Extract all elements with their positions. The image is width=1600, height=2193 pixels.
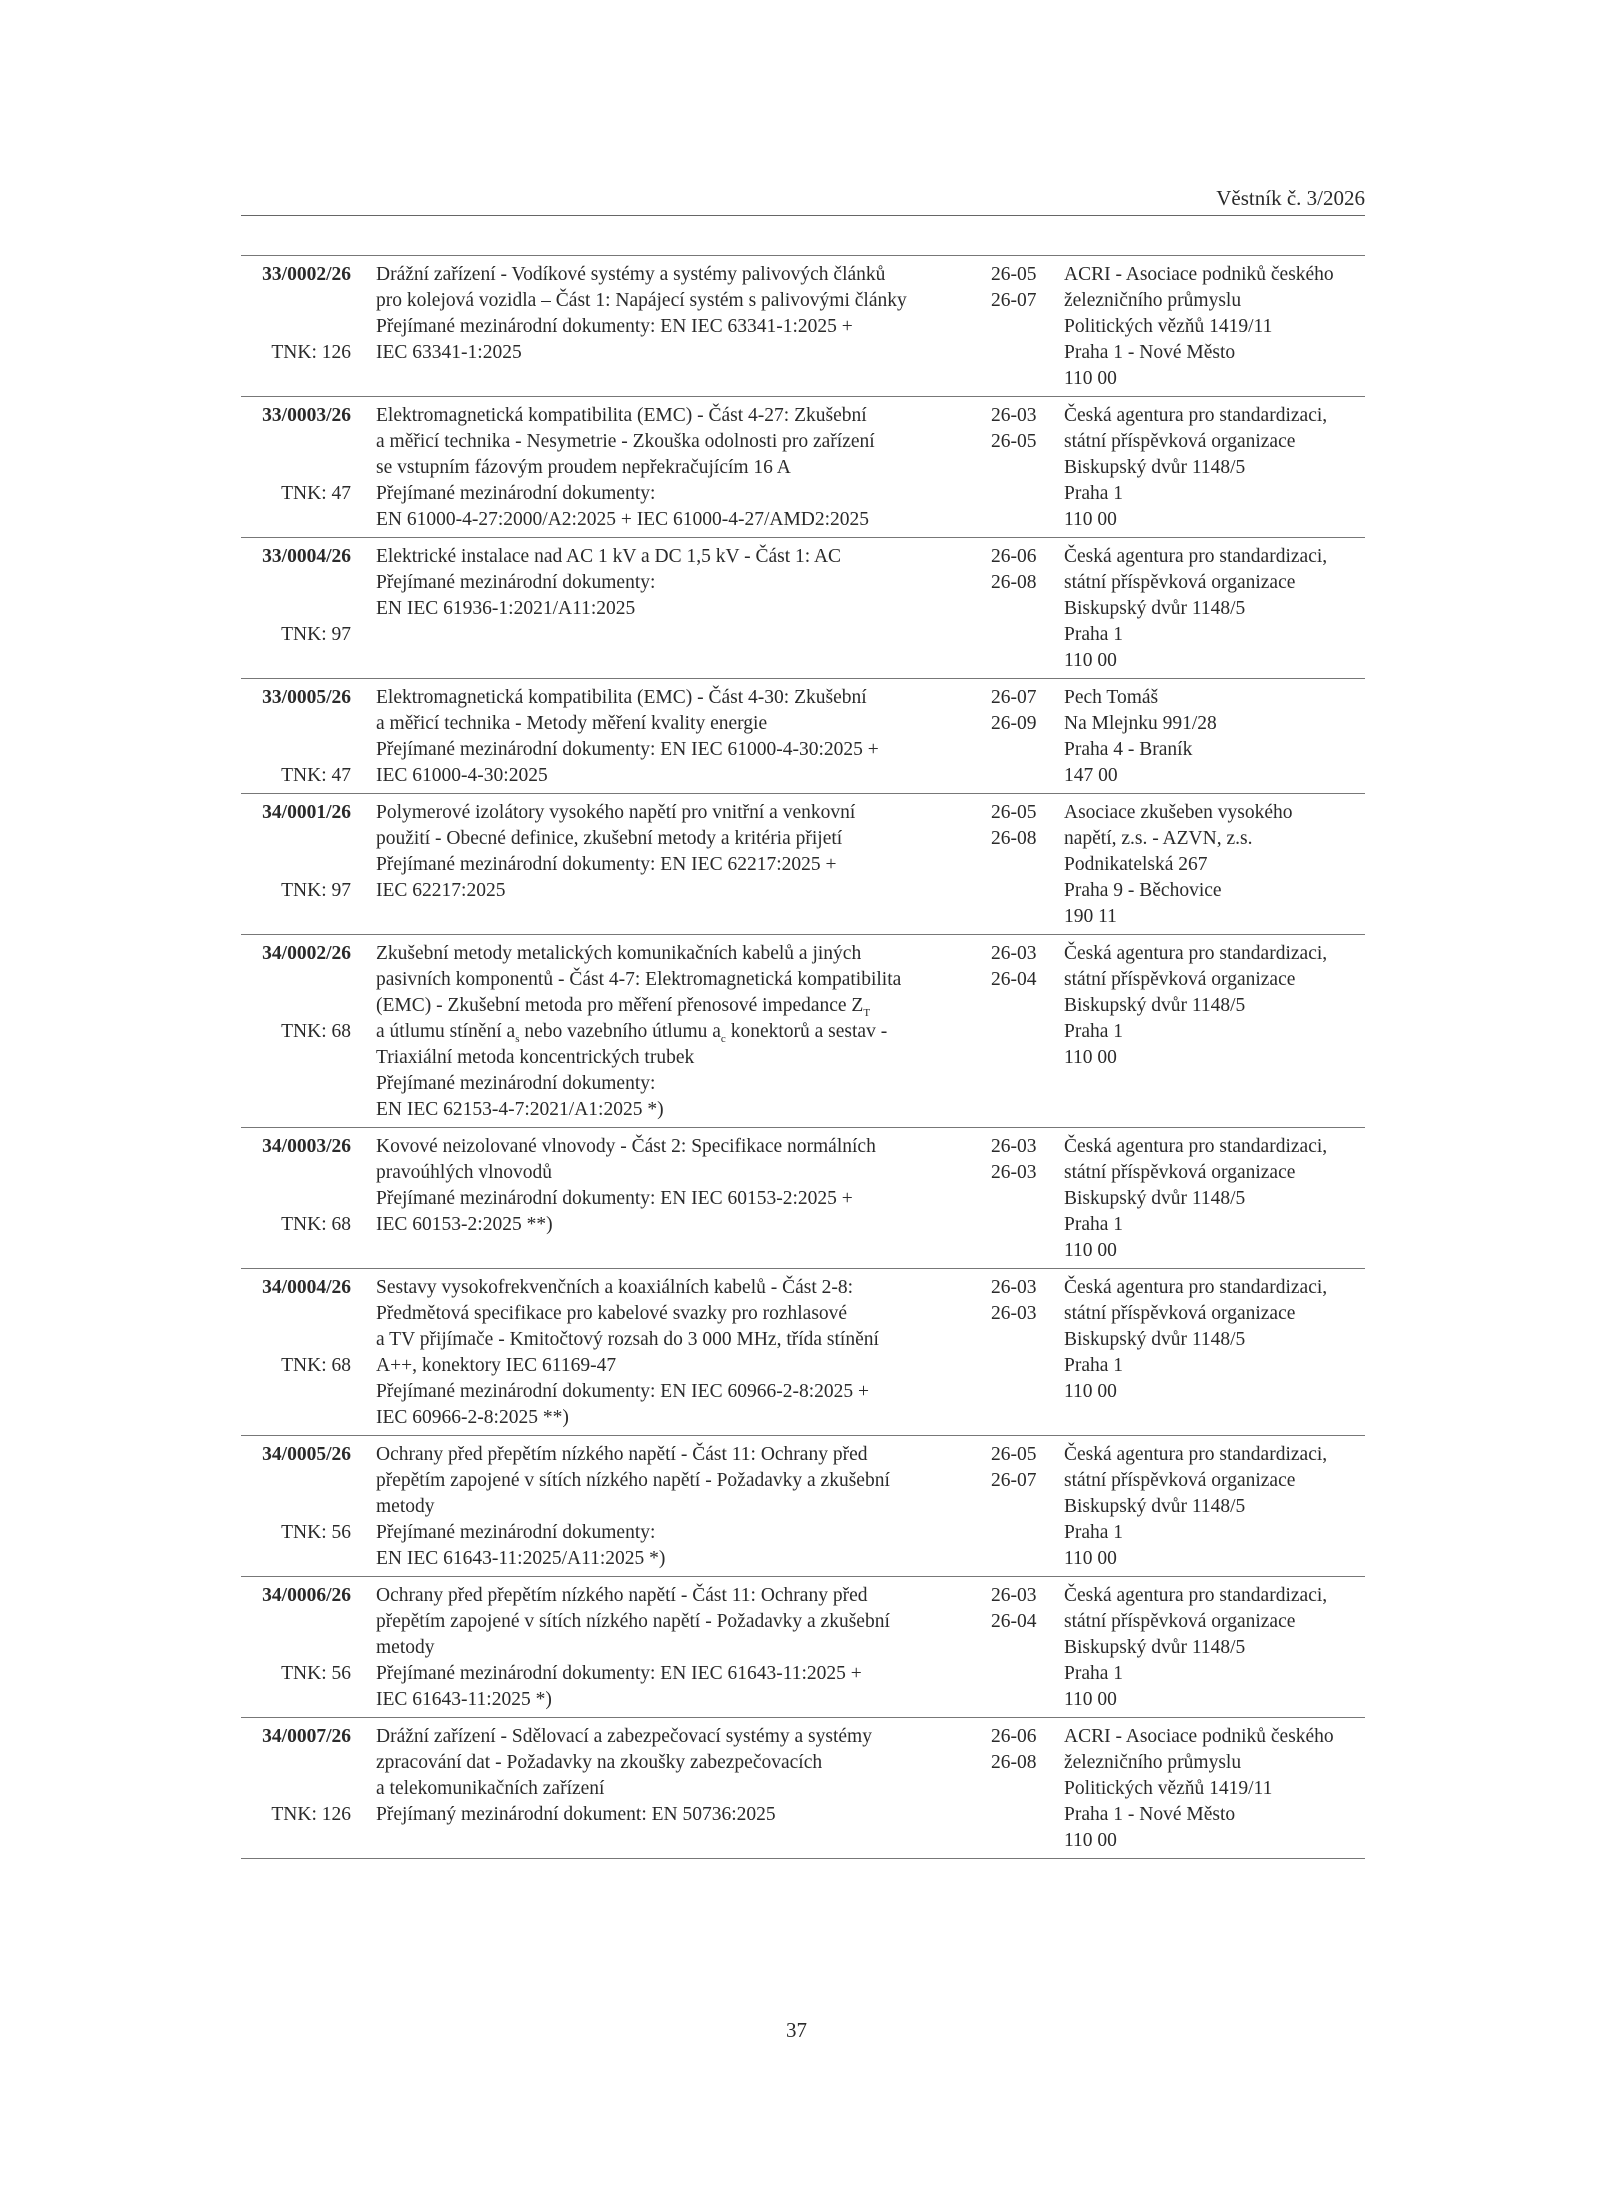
spacer bbox=[241, 711, 351, 737]
standard-code: 33/0005/26 bbox=[262, 687, 351, 708]
spacer bbox=[241, 570, 351, 596]
title-cell bbox=[376, 1442, 976, 1572]
org-line: 110 00 bbox=[1064, 1830, 1117, 1851]
title-line: EN IEC 61643-11:2025/A11:2025 *) bbox=[376, 1548, 666, 1569]
title-line: IEC 61643-11:2025 *) bbox=[376, 1689, 552, 1710]
title-line: IEC 60153-2:2025 **) bbox=[376, 1214, 553, 1235]
org-line: 110 00 bbox=[1064, 1548, 1117, 1569]
title-line: metody bbox=[376, 1637, 435, 1658]
spacer bbox=[241, 826, 351, 852]
org-line: státní příspěvková organizace bbox=[1064, 431, 1296, 452]
spacer bbox=[241, 737, 351, 763]
org-line: Biskupský dvůr 1148/5 bbox=[1064, 995, 1246, 1016]
title-line: Elektromagnetická kompatibilita (EMC) - Část 4-30: Zkušební bbox=[376, 687, 867, 708]
org-line: Asociace zkušeben vysokého bbox=[1064, 802, 1293, 823]
title-line: EN IEC 62153-4-7:2021/A1:2025 *) bbox=[376, 1099, 664, 1120]
title-text: konektorů a sestav - bbox=[725, 1021, 888, 1042]
org-line: Politických vězňů 1419/11 bbox=[1064, 316, 1273, 337]
spacer bbox=[241, 1776, 351, 1802]
organization-cell bbox=[1064, 544, 1327, 674]
org-line: státní příspěvková organizace bbox=[1064, 969, 1296, 990]
title-cell bbox=[376, 1583, 976, 1713]
org-line: ACRI - Asociace podniků českého bbox=[1064, 1726, 1334, 1747]
org-line: 110 00 bbox=[1064, 1689, 1117, 1710]
standard-code: 33/0004/26 bbox=[262, 546, 351, 567]
date: 26-03 bbox=[991, 1162, 1037, 1183]
title-line: Předmětová specifikace pro kabelové svazky pro rozhlasové bbox=[376, 1303, 848, 1324]
date: 26-05 bbox=[991, 1444, 1037, 1465]
standard-code: 34/0005/26 bbox=[262, 1444, 351, 1465]
org-line: Česká agentura pro standardizaci, bbox=[1064, 1444, 1328, 1465]
title-text: a útlumu stínění a bbox=[376, 1021, 516, 1042]
table-row bbox=[241, 679, 1365, 794]
title-line: Přejímané mezinárodní dokumenty: bbox=[376, 1522, 656, 1543]
title-line: Přejímané mezinárodní dokumenty: bbox=[376, 572, 656, 593]
title-line: zpracování dat - Požadavky na zkoušky zabezpečovacích bbox=[376, 1752, 823, 1773]
tnk-number: TNK: 68 bbox=[281, 1021, 351, 1042]
org-line: Podnikatelská 267 bbox=[1064, 854, 1208, 875]
dates-cell bbox=[991, 1724, 1037, 1776]
standard-code: 34/0004/26 bbox=[262, 1277, 351, 1298]
title-cell bbox=[376, 800, 976, 904]
code-cell bbox=[241, 1583, 351, 1687]
org-line: Česká agentura pro standardizaci, bbox=[1064, 1277, 1328, 1298]
code-cell bbox=[241, 544, 351, 648]
dates-cell bbox=[991, 544, 1037, 596]
org-line: státní příspěvková organizace bbox=[1064, 1303, 1296, 1324]
spacer bbox=[241, 1186, 351, 1212]
title-line: a měřicí technika - Metody měření kvality energie bbox=[376, 713, 768, 734]
org-line: Česká agentura pro standardizaci, bbox=[1064, 405, 1328, 426]
table-row bbox=[241, 256, 1365, 397]
spacer bbox=[241, 993, 351, 1019]
org-line: 110 00 bbox=[1064, 1240, 1117, 1261]
title-line: Přejímané mezinárodní dokumenty: EN IEC 60966-2-8:2025 + bbox=[376, 1381, 869, 1402]
org-line: Česká agentura pro standardizaci, bbox=[1064, 1136, 1328, 1157]
title-line: Kovové neizolované vlnovody - Část 2: Specifikace normálních bbox=[376, 1136, 876, 1157]
org-line: železničního průmyslu bbox=[1064, 290, 1242, 311]
spacer bbox=[241, 1301, 351, 1327]
organization-cell bbox=[1064, 1724, 1334, 1854]
tnk-number: TNK: 97 bbox=[281, 880, 351, 901]
table-row bbox=[241, 1577, 1365, 1718]
dates-cell bbox=[991, 1442, 1037, 1494]
title-line: použití - Obecné definice, zkušební metody a kritéria přijetí bbox=[376, 828, 843, 849]
spacer bbox=[241, 455, 351, 481]
title-line: Polymerové izolátory vysokého napětí pro vnitřní a venkovní bbox=[376, 802, 856, 823]
title-line: Přejímané mezinárodní dokumenty: EN IEC 62217:2025 + bbox=[376, 854, 837, 875]
org-line: ACRI - Asociace podniků českého bbox=[1064, 264, 1334, 285]
standard-code: 34/0006/26 bbox=[262, 1585, 351, 1606]
title-line: IEC 63341-1:2025 bbox=[376, 342, 522, 363]
org-line: Česká agentura pro standardizaci, bbox=[1064, 546, 1328, 567]
spacer bbox=[241, 596, 351, 622]
title-cell bbox=[376, 544, 976, 622]
org-line: Praha 1 - Nové Město bbox=[1064, 1804, 1236, 1825]
standard-code: 34/0007/26 bbox=[262, 1726, 351, 1747]
title-line: metody bbox=[376, 1496, 435, 1517]
spacer bbox=[241, 967, 351, 993]
date: 26-09 bbox=[991, 713, 1037, 734]
spacer bbox=[241, 1160, 351, 1186]
title-line: IEC 62217:2025 bbox=[376, 880, 506, 901]
title-line: EN IEC 61936-1:2021/A11:2025 bbox=[376, 598, 636, 619]
org-line: železničního průmyslu bbox=[1064, 1752, 1242, 1773]
standard-code: 34/0003/26 bbox=[262, 1136, 351, 1157]
org-line: státní příspěvková organizace bbox=[1064, 1162, 1296, 1183]
title-cell bbox=[376, 685, 976, 789]
org-line: státní příspěvková organizace bbox=[1064, 1470, 1296, 1491]
title-line: se vstupním fázovým proudem nepřekračujícím 16 A bbox=[376, 457, 791, 478]
code-cell bbox=[241, 1134, 351, 1238]
table-row bbox=[241, 1269, 1365, 1436]
code-cell bbox=[241, 800, 351, 904]
org-line: Praha 1 bbox=[1064, 1214, 1124, 1235]
org-line: 110 00 bbox=[1064, 1047, 1117, 1068]
table-row bbox=[241, 1128, 1365, 1269]
org-line: Praha 1 bbox=[1064, 483, 1124, 504]
title-cell bbox=[376, 403, 976, 533]
table-row bbox=[241, 397, 1365, 538]
organization-cell bbox=[1064, 1442, 1327, 1572]
tnk-number: TNK: 68 bbox=[281, 1355, 351, 1376]
dates-cell bbox=[991, 685, 1037, 737]
spacer bbox=[241, 429, 351, 455]
title-line: Drážní zařízení - Vodíkové systémy a systémy palivových článků bbox=[376, 264, 886, 285]
spacer bbox=[241, 1494, 351, 1520]
title-text: (EMC) - Zkušební metoda pro měření přenosové impedance Z bbox=[376, 995, 864, 1016]
org-line: 110 00 bbox=[1064, 509, 1117, 530]
date: 26-04 bbox=[991, 1611, 1037, 1632]
tnk-number: TNK: 56 bbox=[281, 1522, 351, 1543]
date: 26-08 bbox=[991, 572, 1037, 593]
title-line: IEC 60966-2-8:2025 **) bbox=[376, 1407, 569, 1428]
organization-cell bbox=[1064, 941, 1327, 1071]
code-cell bbox=[241, 1275, 351, 1379]
org-line: Biskupský dvůr 1148/5 bbox=[1064, 1329, 1246, 1350]
tnk-number: TNK: 126 bbox=[271, 1804, 351, 1825]
org-line: Praha 1 bbox=[1064, 1522, 1124, 1543]
tnk-number: TNK: 47 bbox=[281, 483, 351, 504]
org-line: státní příspěvková organizace bbox=[1064, 1611, 1296, 1632]
date: 26-07 bbox=[991, 687, 1037, 708]
dates-cell bbox=[991, 1275, 1037, 1327]
spacer bbox=[241, 1327, 351, 1353]
dates-cell bbox=[991, 800, 1037, 852]
tnk-number: TNK: 68 bbox=[281, 1214, 351, 1235]
title-line: Zkušební metody metalických komunikačních kabelů a jiných bbox=[376, 943, 862, 964]
date: 26-03 bbox=[991, 1277, 1037, 1298]
code-cell bbox=[241, 262, 351, 366]
org-line: Česká agentura pro standardizaci, bbox=[1064, 1585, 1328, 1606]
journal-header-title: Věstník č. 3/2026 bbox=[1216, 186, 1365, 210]
standard-code: 33/0002/26 bbox=[262, 264, 351, 285]
title-line bbox=[376, 993, 976, 1019]
title-line: pro kolejová vozidla – Část 1: Napájecí systém s palivovými články bbox=[376, 290, 907, 311]
org-line: Biskupský dvůr 1148/5 bbox=[1064, 1637, 1246, 1658]
organization-cell bbox=[1064, 262, 1334, 392]
title-line: Přejímané mezinárodní dokumenty: bbox=[376, 483, 656, 504]
date: 26-08 bbox=[991, 1752, 1037, 1773]
org-line: napětí, z.s. - AZVN, z.s. bbox=[1064, 828, 1253, 849]
title-cell bbox=[376, 1134, 976, 1238]
title-line: Přejímaný mezinárodní dokument: EN 50736:2025 bbox=[376, 1804, 776, 1825]
title-line: EN 61000-4-27:2000/A2:2025 + IEC 61000-4-27/AMD2:2025 bbox=[376, 509, 870, 530]
title-line bbox=[376, 1019, 976, 1045]
org-line: Pech Tomáš bbox=[1064, 687, 1159, 708]
date: 26-06 bbox=[991, 1726, 1037, 1747]
title-line: pasivních komponentů - Část 4-7: Elektromagnetická kompatibilita bbox=[376, 969, 902, 990]
org-line: 110 00 bbox=[1064, 368, 1117, 389]
title-line: a měřicí technika - Nesymetrie - Zkouška odolnosti pro zařízení bbox=[376, 431, 875, 452]
title-line: IEC 61000-4-30:2025 bbox=[376, 765, 548, 786]
spacer bbox=[241, 288, 351, 314]
title-line: Přejímané mezinárodní dokumenty: EN IEC 61643-11:2025 + bbox=[376, 1663, 862, 1684]
date: 26-03 bbox=[991, 1585, 1037, 1606]
org-line: 110 00 bbox=[1064, 650, 1117, 671]
tnk-number: TNK: 56 bbox=[281, 1663, 351, 1684]
tnk-number: TNK: 126 bbox=[271, 342, 351, 363]
dates-cell bbox=[991, 262, 1037, 314]
org-line: Politických vězňů 1419/11 bbox=[1064, 1778, 1273, 1799]
org-line: Biskupský dvůr 1148/5 bbox=[1064, 1188, 1246, 1209]
org-line: Praha 1 bbox=[1064, 1663, 1124, 1684]
title-line: Elektromagnetická kompatibilita (EMC) - Část 4-27: Zkušební bbox=[376, 405, 867, 426]
org-line: Praha 4 - Braník bbox=[1064, 739, 1193, 760]
title-line: Přejímané mezinárodní dokumenty: bbox=[376, 1073, 656, 1094]
spacer bbox=[241, 314, 351, 340]
code-cell bbox=[241, 685, 351, 789]
date: 26-04 bbox=[991, 969, 1037, 990]
date: 26-08 bbox=[991, 828, 1037, 849]
title-line: a telekomunikačních zařízení bbox=[376, 1778, 605, 1799]
date: 26-07 bbox=[991, 1470, 1037, 1491]
org-line: Na Mlejnku 991/28 bbox=[1064, 713, 1217, 734]
spacer bbox=[241, 1635, 351, 1661]
subscript: T bbox=[863, 1007, 871, 1019]
title-line: přepětím zapojené v sítích nízkého napětí - Požadavky a zkušební bbox=[376, 1611, 890, 1632]
standard-code: 34/0002/26 bbox=[262, 943, 351, 964]
organization-cell bbox=[1064, 1583, 1327, 1713]
title-line: Ochrany před přepětím nízkého napětí - Část 11: Ochrany před bbox=[376, 1585, 868, 1606]
title-cell bbox=[376, 1724, 976, 1828]
org-line: Biskupský dvůr 1148/5 bbox=[1064, 598, 1246, 619]
title-cell bbox=[376, 1275, 976, 1431]
org-line: Praha 1 bbox=[1064, 624, 1124, 645]
code-cell bbox=[241, 1724, 351, 1828]
date: 26-07 bbox=[991, 290, 1037, 311]
date: 26-06 bbox=[991, 546, 1037, 567]
org-line: Praha 1 bbox=[1064, 1355, 1124, 1376]
organization-cell bbox=[1064, 800, 1293, 930]
title-line: Triaxiální metoda koncentrických trubek bbox=[376, 1047, 695, 1068]
tnk-number: TNK: 47 bbox=[281, 765, 351, 786]
title-line: Přejímané mezinárodní dokumenty: EN IEC 61000-4-30:2025 + bbox=[376, 739, 879, 760]
org-line: Česká agentura pro standardizaci, bbox=[1064, 943, 1328, 964]
date: 26-05 bbox=[991, 802, 1037, 823]
code-cell bbox=[241, 1442, 351, 1546]
spacer bbox=[241, 1468, 351, 1494]
organization-cell bbox=[1064, 403, 1327, 533]
code-cell bbox=[241, 941, 351, 1045]
title-line: A++, konektory IEC 61169-47 bbox=[376, 1355, 617, 1376]
title-line: Sestavy vysokofrekvenčních a koaxiálních kabelů - Část 2-8: bbox=[376, 1277, 854, 1298]
standard-code: 34/0001/26 bbox=[262, 802, 351, 823]
org-line: Praha 1 bbox=[1064, 1021, 1124, 1042]
table-row bbox=[241, 935, 1365, 1128]
title-line: Elektrické instalace nad AC 1 kV a DC 1,5 kV - Část 1: AC bbox=[376, 546, 842, 567]
title-line: Přejímané mezinárodní dokumenty: EN IEC 60153-2:2025 + bbox=[376, 1188, 853, 1209]
title-line: přepětím zapojené v sítích nízkého napětí - Požadavky a zkušební bbox=[376, 1470, 890, 1491]
organization-cell bbox=[1064, 685, 1217, 789]
code-cell bbox=[241, 403, 351, 507]
title-line: Přejímané mezinárodní dokumenty: EN IEC 63341-1:2025 + bbox=[376, 316, 853, 337]
title-line: pravoúhlých vlnovodů bbox=[376, 1162, 553, 1183]
date: 26-05 bbox=[991, 264, 1037, 285]
org-line: 147 00 bbox=[1064, 765, 1118, 786]
date: 26-03 bbox=[991, 405, 1037, 426]
spacer bbox=[241, 1609, 351, 1635]
title-line: Ochrany před přepětím nízkého napětí - Část 11: Ochrany před bbox=[376, 1444, 868, 1465]
dates-cell bbox=[991, 403, 1037, 455]
title-line: a TV přijímače - Kmitočtový rozsah do 3 000 MHz, třída stínění bbox=[376, 1329, 879, 1350]
standard-code: 33/0003/26 bbox=[262, 405, 351, 426]
dates-cell bbox=[991, 1134, 1037, 1186]
organization-cell bbox=[1064, 1275, 1327, 1405]
date: 26-03 bbox=[991, 1303, 1037, 1324]
spacer bbox=[241, 1750, 351, 1776]
page-number: 37 bbox=[786, 2018, 807, 2042]
table-row bbox=[241, 794, 1365, 935]
subscript: s bbox=[515, 1033, 520, 1045]
org-line: 110 00 bbox=[1064, 1381, 1117, 1402]
organization-cell bbox=[1064, 1134, 1327, 1264]
spacer bbox=[241, 852, 351, 878]
standards-table bbox=[241, 255, 1365, 1859]
date: 26-03 bbox=[991, 943, 1037, 964]
table-row bbox=[241, 1436, 1365, 1577]
org-line: státní příspěvková organizace bbox=[1064, 572, 1296, 593]
org-line: Praha 9 - Běchovice bbox=[1064, 880, 1222, 901]
title-cell bbox=[376, 262, 976, 366]
table-row bbox=[241, 1718, 1365, 1859]
date: 26-03 bbox=[991, 1136, 1037, 1157]
subscript: c bbox=[720, 1033, 726, 1045]
org-line: Biskupský dvůr 1148/5 bbox=[1064, 1496, 1246, 1517]
title-line: Drážní zařízení - Sdělovací a zabezpečovací systémy a systémy bbox=[376, 1726, 872, 1747]
title-cell bbox=[376, 941, 976, 1123]
dates-cell bbox=[991, 1583, 1037, 1635]
org-line: Praha 1 - Nové Město bbox=[1064, 342, 1236, 363]
date: 26-05 bbox=[991, 431, 1037, 452]
org-line: 190 11 bbox=[1064, 906, 1117, 927]
tnk-number: TNK: 97 bbox=[281, 624, 351, 645]
header-divider bbox=[241, 215, 1365, 216]
org-line: Biskupský dvůr 1148/5 bbox=[1064, 457, 1246, 478]
dates-cell bbox=[991, 941, 1037, 993]
table-row bbox=[241, 538, 1365, 679]
title-text: nebo vazebního útlumu a bbox=[519, 1021, 721, 1042]
